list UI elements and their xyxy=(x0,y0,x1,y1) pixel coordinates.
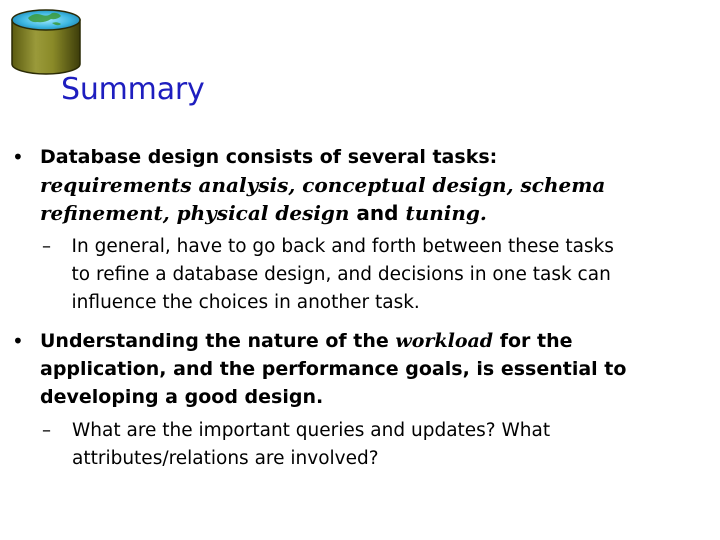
bullet-marker: • xyxy=(12,145,24,169)
bullet-database-design xyxy=(12,143,702,317)
dash-marker: – xyxy=(42,420,51,441)
bullet-workload xyxy=(12,327,712,473)
design-tasks-line-1: requirements analysis, conceptual design, schema xyxy=(40,173,606,197)
sub-bullet-iterate xyxy=(12,233,702,317)
dash-marker: – xyxy=(42,236,51,257)
bullet-workload-line-3: developing a good design. xyxy=(40,386,324,408)
database-cylinder-icon xyxy=(8,6,84,78)
workload-term: workload xyxy=(395,330,494,352)
sub-bullet-text: In general, have to go back and forth between these tasks to refine a database design, and decisions in one task can influence the choices in another task. xyxy=(71,236,614,313)
bullet-workload-line-2: application, and the performance goals, is essential to xyxy=(40,358,627,380)
bullet-workload-line-1: Understanding the nature of the workload for the xyxy=(40,330,573,352)
sub-bullet-queries xyxy=(12,417,712,473)
design-tasks-line-2: refinement, physical design and tuning. xyxy=(40,201,487,225)
bullet-marker: • xyxy=(12,329,24,353)
bullet-lead-text: Database design consists of several tasks: xyxy=(40,146,498,168)
sub-bullet-text: What are the important queries and updates? What attributes/relations are involved? xyxy=(72,420,551,469)
slide-title: Summary xyxy=(61,72,205,107)
